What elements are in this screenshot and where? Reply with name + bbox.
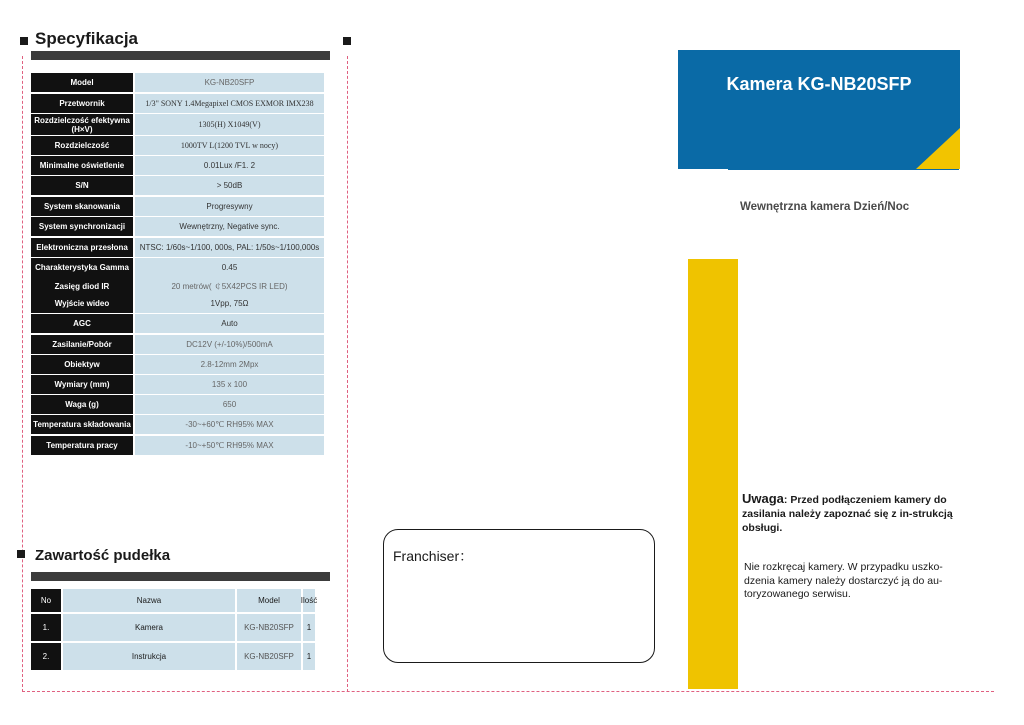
spec-row [31,156,324,175]
section-bullet-icon [343,37,351,45]
fold-line-middle [347,56,348,692]
spec-value: -30~+60℃ RH95% MAX [135,415,324,434]
spec-row [31,94,324,113]
spec-value: 2.8-12mm 2Mpx [135,355,324,374]
cover-underline [728,169,959,170]
table-cell-qty: 1 [303,643,315,670]
table-cell-name: Instrukcja [63,643,235,670]
table-cell-qty: 1 [303,614,315,641]
spec-value: 650 [135,395,324,414]
spec-label: Wymiary (mm) [31,375,133,394]
franchiser-label: Franchiser： [393,548,474,564]
notice-block [742,492,964,535]
table-header-qty: Ilość [303,589,315,612]
spec-row [31,335,324,354]
spec-row [31,197,324,216]
yellow-accent-bar [688,259,738,689]
spec-value: > 50dB [135,176,324,195]
table-cell-model: KG-NB20SFP [237,614,301,641]
spec-title-bar [31,51,330,60]
cover-subtitle: Wewnętrzna kamera Dzień/Noc [740,201,910,213]
spec-label: Charakterystyka Gamma [31,258,133,277]
notice-label: Uwaga [742,491,784,506]
notice-text: : Przed podłączeniem kamery do zasilania należy zapoznać się z in-strukcją obsługi. [742,494,953,534]
table-cell-name: Kamera [63,614,235,641]
spec-label: Rozdzielczość efektywna (H×V) [31,114,133,135]
spec-label: Waga (g) [31,395,133,414]
spec-row [31,136,324,155]
spec-row [31,258,324,277]
table-cell-no: 1. [31,614,61,641]
table-cell-model: KG-NB20SFP [237,643,301,670]
spec-label: Zasilanie/Pobór [31,335,133,354]
table-header-no: No [31,589,61,612]
spec-value: NTSC: 1/60s~1/100, 000s, PAL: 1/50s~1/100,000s [135,238,324,257]
spec-value: 0.45 [135,258,324,277]
spec-label: Model [31,73,133,92]
spec-label: Temperatura składowania [31,415,133,434]
spec-value: -10~+50℃ RH95% MAX [135,436,324,455]
spec-row [31,114,324,135]
spec-label: Przetwornik [31,94,133,113]
spec-label: Wyjście wideo [31,294,133,313]
spec-label: Temperatura pracy [31,436,133,455]
spec-row [31,415,324,434]
spec-row [31,314,324,333]
spec-value: Progresywny [135,197,324,216]
spec-value: Auto [135,314,324,333]
spec-value: DC12V (+/-10%)/500mA [135,335,324,354]
box-title-bar [31,572,330,581]
section-bullet-icon [20,37,28,45]
box-section-title: Zawartość pudełka [35,547,171,564]
spec-value: 1305(H) X1049(V) [135,114,324,135]
spec-label: AGC [31,314,133,333]
fold-line-left [22,56,23,692]
table-cell-no: 2. [31,643,61,670]
spec-value: KG-NB20SFP [135,73,324,92]
spec-row [31,375,324,394]
cover-title: Kamera KG-NB20SFP [726,74,912,94]
spec-row [31,73,324,92]
spec-value: 0.01Lux /F1. 2 [135,156,324,175]
spec-row [31,355,324,374]
spec-row [31,294,324,313]
spec-row [31,217,324,236]
franchiser-box [383,529,655,663]
spec-row [31,395,324,414]
fold-line-bottom [22,691,994,692]
spec-label: Rozdzielczość [31,136,133,155]
cover-corner-triangle [916,128,960,169]
spec-value: 135 x 100 [135,375,324,394]
spec-section-title: Specyfikacja [35,29,139,48]
spec-row [31,238,324,257]
spec-label: S/N [31,176,133,195]
spec-value: 1/3" SONY 1.4Megapixel CMOS EXMOR IMX238 [135,94,324,113]
spec-label: Obiektyw [31,355,133,374]
notice-body: Nie rozkręcaj kamery. W przypadku uszko-dzenia kamery należy dostarczyć ją do au-toryzowanego serwisu. [744,561,943,600]
table-header-model: Model [237,589,301,612]
table-header-name: Nazwa [63,589,235,612]
spec-label: Minimalne oświetlenie [31,156,133,175]
section-bullet-icon [17,550,25,558]
spec-label: Zasięg diod IR [31,277,133,296]
spec-value: 20 metrów( ￠5X42PCS IR LED) [135,277,324,296]
spec-row [31,176,324,195]
spec-label: System skanowania [31,197,133,216]
spec-label: Elektroniczna przesłona [31,238,133,257]
spec-value: 1000TV L(1200 TVL w nocy) [135,136,324,155]
spec-value: Wewnętrzny, Negative sync. [135,217,324,236]
spec-label: System synchronizacji [31,217,133,236]
spec-value: 1Vpp, 75Ω [135,294,324,313]
spec-row [31,436,324,455]
